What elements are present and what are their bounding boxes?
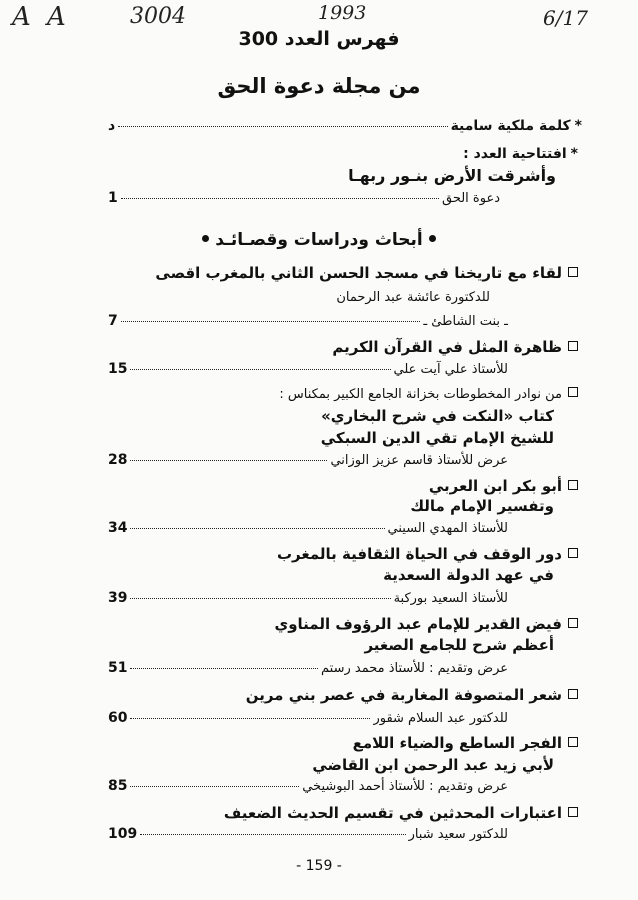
entry-3-row (108, 452, 582, 468)
entry-2-author: للأستاذ علي آيت علي (393, 362, 508, 377)
section-heading: أبحاث ودراسات وقصـائـد (0, 230, 638, 250)
leader-dots (130, 460, 327, 461)
intro-editorial-title: وأشرقت الأرض بنـور ربهـا (348, 166, 556, 185)
page-subtitle: من مجلة دعوة الحق (217, 74, 421, 98)
page-ref: 109 (108, 826, 138, 842)
bullet-icon (202, 235, 209, 242)
entry-6-title: فيض القدير للإمام عبد الرؤوف المناوي (274, 615, 578, 633)
entry-4-title: أبو بكر ابن العربي (429, 477, 578, 495)
handwritten-note-d: 6/17 (543, 6, 588, 30)
page-ref: 7 (108, 313, 118, 329)
entry-8-title: الفجر الساطع والضياء اللامع (353, 734, 578, 752)
entry-7-title: شعر المتصوفة المغاربة في عصر بني مرين (246, 686, 578, 704)
entry-5-title: دور الوقف في الحياة الثقافية بالمغرب (277, 545, 578, 563)
asterisk-icon: * (574, 118, 582, 134)
intro-royal-word: *كلمة ملكية سامية (450, 118, 582, 134)
entry-8-author: عرض وتقديم : للأستاذ أحمد البوشيخي (302, 779, 508, 794)
leader-dots (118, 126, 447, 127)
entry-8-row (108, 778, 582, 794)
checkbox-square-icon (568, 737, 578, 747)
leader-dots (130, 528, 384, 529)
handwritten-note-b: 3004 (130, 4, 186, 29)
intro-editorial-label: *افتتاحية العدد : (463, 146, 578, 162)
checkbox-square-icon (568, 807, 578, 817)
entry-3-title: كتاب «النكت في شرح البخاري» (321, 407, 554, 425)
entry-1-row (108, 313, 582, 329)
entry-9-row (108, 826, 582, 842)
checkbox-square-icon (568, 387, 578, 397)
entry-7-row (108, 710, 582, 726)
entry-8-subtitle: لأبي زيد عبد الرحمن ابن القاضي (312, 756, 554, 774)
checkbox-square-icon (568, 341, 578, 351)
page-ref: 60 (108, 710, 128, 726)
page-ref: 39 (108, 590, 128, 606)
checkbox-square-icon (568, 267, 578, 277)
page-ref: د (108, 118, 116, 134)
entry-3-intro: من نوادر المخطوطات بخزانة الجامع الكبير بمكناس : (279, 387, 578, 402)
leader-dots (121, 198, 439, 199)
intro-royal-word-row (108, 118, 582, 134)
leader-dots (140, 834, 405, 835)
asterisk-icon: * (570, 146, 578, 162)
entry-2-row (108, 361, 582, 377)
leader-dots (121, 321, 421, 322)
handwritten-note-a: A A (12, 2, 70, 32)
entry-1-author-alias: ـ بنت الشاطئ ـ (423, 314, 508, 329)
entry-5-subtitle: في عهد الدولة السعدية (383, 566, 554, 584)
leader-dots (130, 786, 299, 787)
checkbox-square-icon (568, 548, 578, 558)
checkbox-square-icon (568, 618, 578, 628)
entry-3-subtitle: للشيخ الإمام تقي الدين السبكي (320, 429, 554, 447)
bullet-icon (429, 235, 436, 242)
checkbox-square-icon (568, 689, 578, 699)
handwritten-note-year: 1993 (318, 2, 367, 24)
entry-6-row (108, 660, 582, 676)
entry-1-title: لقاء مع تاريخنا في مسجد الحسن الثاني بالمغرب اقصى (155, 264, 578, 282)
entry-9-title: اعتبارات المحدثين في تقسيم الحديث الضعيف (224, 804, 578, 822)
leader-dots (130, 668, 318, 669)
checkbox-square-icon (568, 480, 578, 490)
page-ref: 15 (108, 361, 128, 377)
page-ref: 28 (108, 452, 128, 468)
leader-dots (130, 369, 390, 370)
entry-1-author: للدكتورة عائشة عبد الرحمان (336, 290, 490, 305)
entry-3-author: عرض للأستاذ قاسم عزيز الوزاني (330, 453, 508, 468)
leader-dots (130, 718, 370, 719)
entry-9-author: للدكتور سعيد شبار (408, 827, 508, 842)
page-ref: 1 (108, 190, 118, 206)
page-ref: 34 (108, 520, 128, 536)
entry-5-row (108, 590, 582, 606)
entry-6-author: عرض وتقديم : للأستاذ محمد رستم (321, 661, 508, 676)
entry-4-row (108, 520, 582, 536)
page-ref: 51 (108, 660, 128, 676)
intro-editorial-row (108, 190, 582, 206)
entry-7-author: للدكتور عبد السلام شقور (373, 711, 508, 726)
entry-4-subtitle: وتفسير الإمام مالك (410, 497, 554, 515)
page-title: فهرس العدد 300 (238, 28, 400, 50)
leader-dots (130, 598, 390, 599)
entry-4-author: للأستاذ المهدي السيني (387, 521, 508, 536)
entry-6-subtitle: أعظم شرح للجامع الصغير (364, 636, 554, 654)
entry-5-author: للأستاذ السعيد بوركبة (393, 591, 508, 606)
page-ref: 85 (108, 778, 128, 794)
intro-editorial-author: دعوة الحق (441, 191, 500, 206)
page-number: - 159 - (296, 858, 342, 874)
entry-2-title: ظاهرة المثل في القرآن الكريم (332, 338, 578, 356)
